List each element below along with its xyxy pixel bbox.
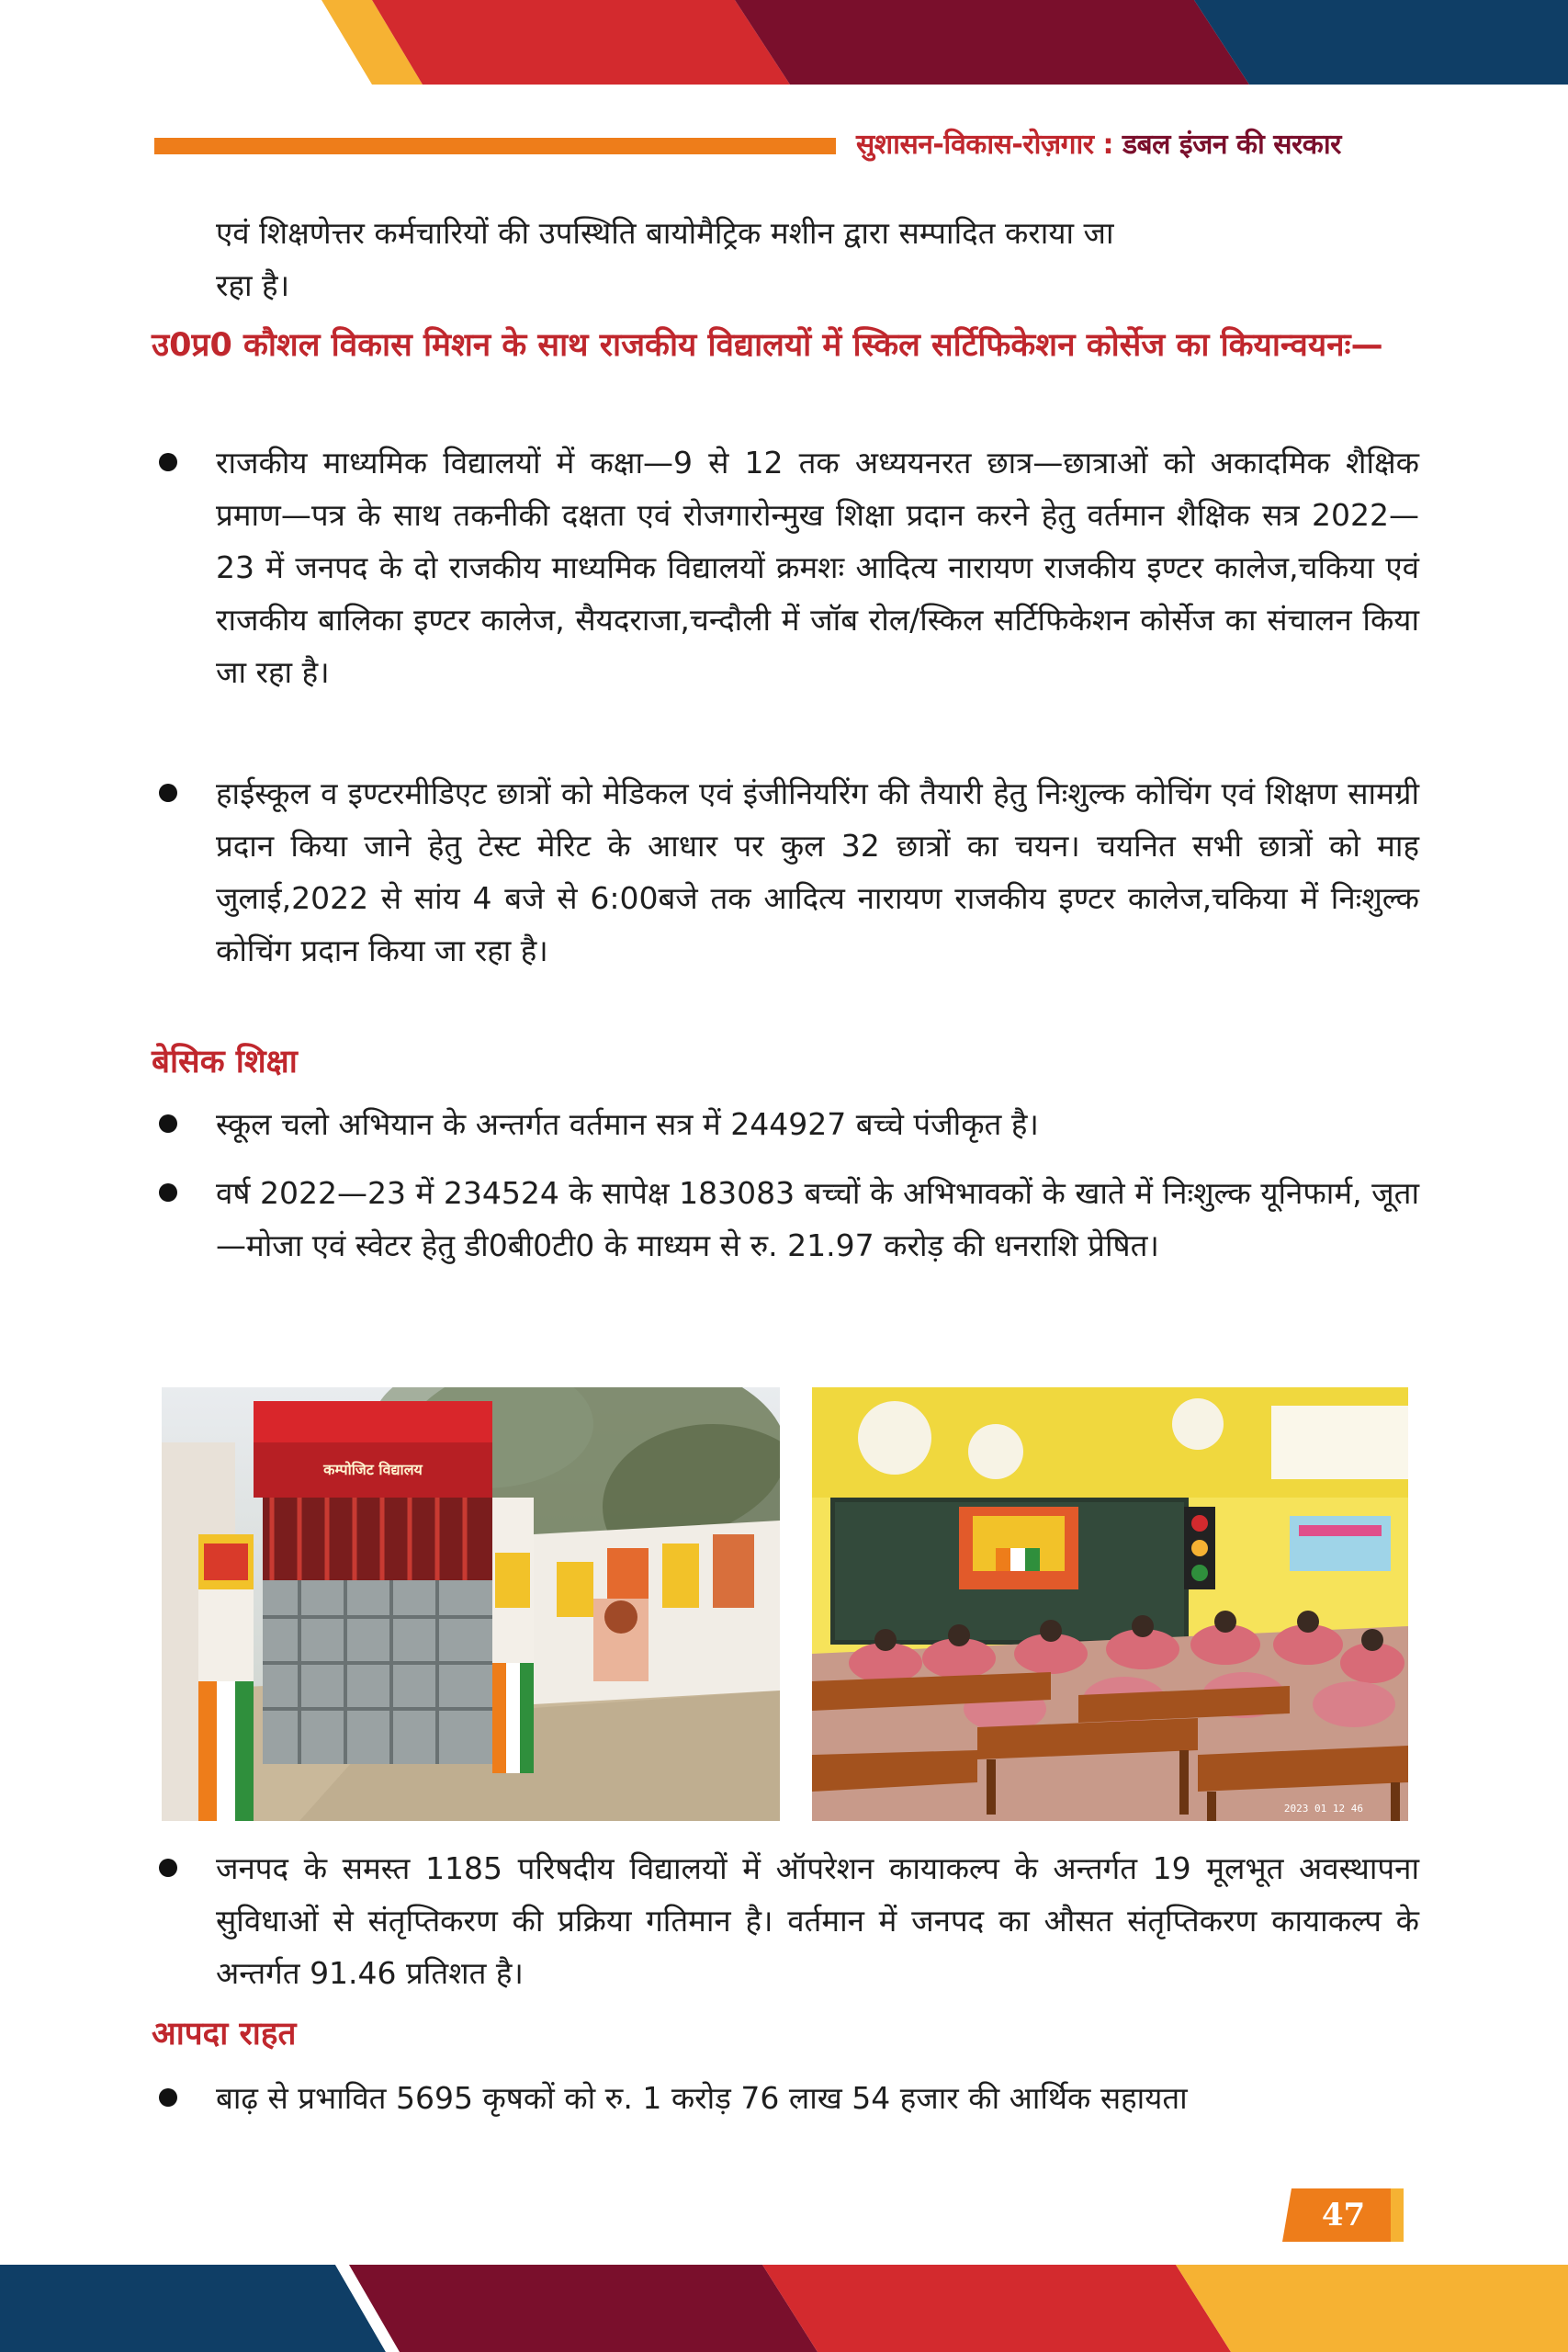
bullet-dot [159, 1859, 177, 1877]
kayakalp-bullet [152, 1842, 1419, 1999]
relief-bullet-block [152, 2072, 1419, 2124]
skill-bullet-2 [152, 767, 1419, 977]
skill-section-heading: उ0प्र0 कौशल विकास मिशन के साथ राजकीय विद्यालयों में स्किल सर्टिफिकेशन कोर्सेज का कियान्वयनः— [152, 327, 1383, 364]
gate-sign-text: कम्पोजिट विद्यालय [323, 1461, 423, 1478]
basic-bullets-2 [152, 1167, 1419, 1272]
basic-bullet-1 [152, 1098, 1419, 1150]
basic-bullet-1-text: स्कूल चलो अभियान के अन्तर्गत वर्तमान सत्र में 244927 बच्चे पंजीकृत है। [216, 1106, 1039, 1142]
top-decorative-band [0, 0, 1568, 85]
header-tagline [856, 125, 1416, 165]
kayakalp-bullet-text: जनपद के समस्त 1185 परिषदीय विद्यालयों में ऑपरेशन कायाकल्प के अन्तर्गत 19 मूलभूत अवस्थापना सुविधाओं से संतृप्तिकरण की प्रक्रिया गतिमान है। वर्तमान में जनपद का औसत संतृप्तिकरण कायाकल्प के अन्तर्गत 91.46 प्रतिशत है। [216, 1850, 1419, 1991]
relief-bullet-text: बाढ़ से प्रभावित 5695 कृषकों को रु. 1 करोड़ 76 लाख 54 हजार की आर्थिक सहायता [216, 2080, 1188, 2116]
skill-bullet-2-text: हाईस्कूल व इण्टरमीडिएट छात्रों को मेडिकल एवं इंजीनियरिंग की तैयारी हेतु निःशुल्क कोचिंग एवं शिक्षण सामग्री प्रदान किया जाने हेतु टेस्ट मेरिट के आधार पर कुल 32 छात्रों का चयन। चयनित सभी छात्रों को माह जुलाई,2022 से सांय 4 बजे से 6:00बजे तक आदित्य नारायण राजकीय इण्टर कालेज,चकिया में निःशुल्क कोचिंग प्रदान किया जा रहा है। [216, 775, 1419, 968]
page-number: 47 [1321, 2197, 1366, 2233]
bullet-dot [159, 453, 177, 471]
tagline-accent: डबल इंजन की सरकार [1122, 129, 1341, 161]
skill-section [152, 320, 1419, 372]
bottom-decorative-band [0, 2265, 1568, 2352]
relief-section-heading: आपदा राहत [152, 2016, 297, 2052]
tagline-main: सुशासन-विकास-रोज़गार : [856, 129, 1122, 161]
skill-bullets-2 [152, 767, 1419, 977]
bullet-dot [159, 784, 177, 802]
bullet-dot [159, 2088, 177, 2107]
header-orange-rule [154, 138, 836, 154]
skill-bullets [152, 436, 1419, 698]
skill-bullet-1 [152, 436, 1419, 698]
basic-section [152, 1036, 1419, 1089]
classroom-photo [812, 1387, 1408, 1821]
basic-bullets [152, 1098, 1419, 1150]
bullet-dot [159, 1183, 177, 1202]
kayakalp-bullet-block [152, 1842, 1419, 1999]
intro-line-2: रहा है। [216, 267, 290, 303]
basic-section-heading: बेसिक शिक्षा [152, 1044, 298, 1080]
relief-bullet [152, 2072, 1419, 2124]
bullet-dot [159, 1114, 177, 1133]
relief-section [152, 2008, 1419, 2061]
skill-bullet-1-text: राजकीय माध्यमिक विद्यालयों में कक्षा—9 से 12 तक अध्ययनरत छात्र—छात्राओं को अकादमिक शैक्षिक प्रमाण—पत्र के साथ तकनीकी दक्षता एवं रोजगारोन्मुख शिक्षा प्रदान करने हेतु वर्तमान शैक्षिक सत्र 2022—23 में जनपद के दो राजकीय माध्यमिक विद्यालयों क्रमशः आदित्य नारायण राजकीय इण्टर कालेज,चकिया एवं राजकीय बालिका इण्टर कालेज, सैयदराजा,चन्दौली में जॉब रोल/स्किल सर्टिफिकेशन कोर्सेज का संचालन किया जा रहा है। [216, 445, 1419, 690]
photo-timestamp: 2023 01 12 46 [1283, 1803, 1363, 1815]
basic-bullet-2-text: वर्ष 2022—23 में 234524 के सापेक्ष 183083 बच्चों के अभिभावकों के खाते में निःशुल्क यूनिफार्म, जूता—मोजा एवं स्वेटर हेतु डी0बी0टी0 के माध्यम से रु. 21.97 करोड़ की धनराशि प्रेषित। [216, 1175, 1419, 1263]
intro-line-1: एवं शिक्षणेत्तर कर्मचारियों की उपस्थिति बायोमैट्रिक मशीन द्वारा सम्पादित कराया जा [216, 215, 1114, 251]
intro-paragraph [152, 207, 1419, 311]
basic-bullet-2 [152, 1167, 1419, 1272]
school-gate-photo [162, 1387, 780, 1821]
